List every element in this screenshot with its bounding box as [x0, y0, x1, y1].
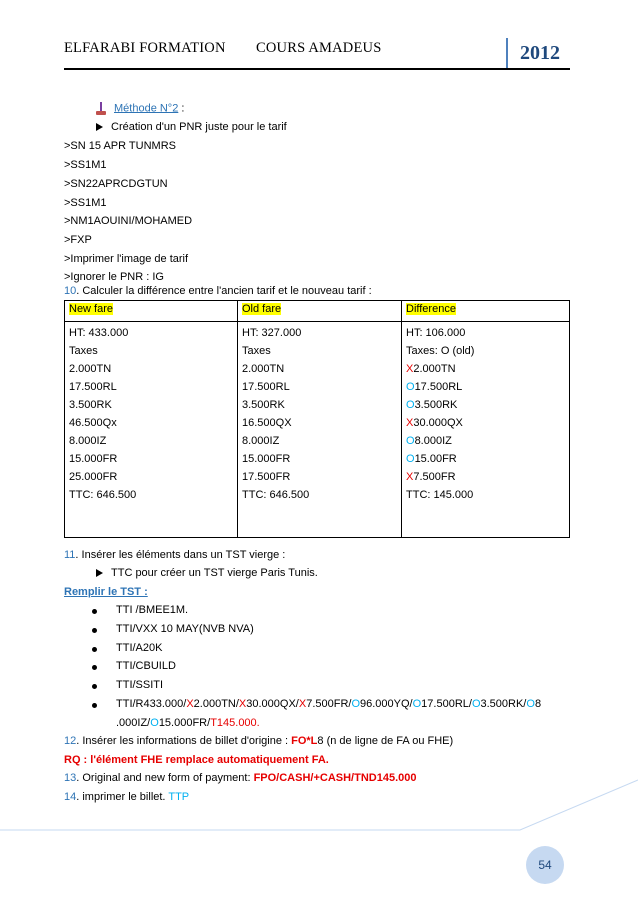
diff-prefix-x: X — [406, 363, 414, 375]
diff-text: 30.000QX — [413, 417, 463, 429]
command-line: >SN 15 APR TUNMRS — [64, 140, 176, 152]
diff-text: 3.500RK — [414, 399, 458, 411]
tti-list-item: TTI/A20K — [116, 642, 163, 654]
tti-o-marker: O — [412, 698, 422, 710]
header-org: ELFARABI FORMATION — [64, 40, 226, 56]
tti-segment: 7.500FR/ — [306, 698, 352, 710]
fare-line: Taxes — [242, 345, 271, 357]
tti-fare-line — [116, 698, 541, 710]
diff-prefix-x: X — [406, 417, 414, 429]
step-10 — [64, 285, 372, 297]
table-row — [65, 322, 570, 538]
step-number: 13 — [64, 772, 77, 784]
fare-line — [406, 396, 565, 414]
diff-text: 17.500RL — [414, 381, 463, 393]
ttc-line — [96, 567, 318, 579]
diff-text: 2.000TN — [413, 363, 456, 375]
fare-line: TTC: 646.500 — [69, 489, 137, 501]
methode-heading — [96, 102, 184, 115]
tti-o-marker: O — [351, 698, 361, 710]
fare-line — [406, 432, 565, 450]
header-new-fare: New fare — [69, 303, 114, 315]
tti-list-item: TTI/CBUILD — [116, 660, 176, 672]
bullet-dot-icon — [92, 665, 97, 670]
fare-line: HT: 433.000 — [69, 327, 129, 339]
fare-line: 17.500FR — [242, 471, 291, 483]
step-14 — [64, 791, 189, 803]
step-text: . Insérer les informations de billet d'origine : — [76, 735, 292, 747]
fare-line — [406, 450, 565, 468]
tti-segment: 3.500RK/ — [480, 698, 527, 710]
bullet-dot-icon — [92, 609, 97, 614]
table-header-cell — [238, 301, 402, 322]
tti-x-marker: X — [186, 698, 194, 710]
step-code: FO*L — [291, 735, 318, 747]
fare-line: 17.500RL — [69, 381, 117, 393]
arrow-bullet-icon — [96, 569, 103, 577]
step-text: . Insérer les éléments dans un TST vierge : — [75, 549, 286, 561]
step-text: . Calculer la différence entre l'ancien tarif et le nouveau tarif : — [76, 285, 372, 297]
bullet-dot-icon — [92, 684, 97, 689]
tti-x-marker: X — [298, 698, 307, 710]
tti-segment: 17.500RL/ — [421, 698, 472, 710]
step-number: 10 — [64, 285, 77, 297]
rq-note: RQ : l'élément FHE remplace automatiquement FA. — [64, 754, 329, 766]
diff-prefix-o: O — [406, 453, 415, 465]
fare-line: 3.500RK — [242, 399, 285, 411]
step-code: FPO/CASH/+CASH/TND145.000 — [253, 772, 417, 784]
tti-list-item: TTI /BMEE1M. — [116, 604, 189, 616]
fare-line — [406, 324, 565, 342]
command-line: >NM1AOUINI/MOHAMED — [64, 215, 193, 227]
fare-line: 8.000IZ — [69, 435, 107, 447]
diff-text: 8.000IZ — [414, 435, 452, 447]
fare-line: HT: 327.000 — [242, 327, 302, 339]
step-number: 11 — [64, 549, 76, 561]
methode-label: Méthode N°2 — [114, 102, 179, 115]
fare-line — [406, 414, 565, 432]
diff-prefix-x: X — [406, 471, 414, 483]
table-header-cell — [65, 301, 238, 322]
command-line: >SS1M1 — [64, 197, 107, 209]
tti-list-item: TTI/VXX 10 MAY(NVB NVA) — [116, 623, 254, 635]
tti-segment: TTI/R433.000/ — [116, 698, 187, 710]
fare-line: 16.500QX — [242, 417, 292, 429]
bullet-dot-icon — [92, 628, 97, 633]
tti-x-marker: X — [238, 698, 247, 710]
tti-list-item: TTI/SSITI — [116, 679, 164, 691]
bullet-dot-icon — [92, 703, 97, 708]
header-year: 2012 — [506, 38, 572, 68]
tti-fare-line-continued — [116, 717, 260, 729]
table-header-row — [65, 301, 570, 322]
fare-line: 17.500RL — [242, 381, 290, 393]
diff-text: Taxes: O (old) — [406, 345, 475, 357]
page-header — [64, 38, 570, 72]
remplir-heading: Remplir le TST : — [64, 586, 148, 598]
difference-cell — [402, 322, 570, 538]
diff-text: HT: 106.000 — [406, 327, 466, 339]
tti-segment: 96.000YQ/ — [360, 698, 413, 710]
creation-line — [96, 121, 287, 133]
header-old-fare: Old fare — [242, 303, 282, 315]
step-code: TTP — [168, 791, 190, 803]
command-line: >Imprimer l'image de tarif — [64, 253, 189, 265]
command-line: >Ignorer le PNR : IG — [64, 271, 164, 283]
diff-text: 15.00FR — [414, 453, 457, 465]
tti-total: T145.000. — [210, 717, 260, 729]
step-number: 14 — [64, 791, 77, 803]
old-fare-cell — [238, 322, 402, 538]
fare-line — [406, 378, 565, 396]
fare-line — [406, 468, 565, 486]
tti-segment: 8 — [534, 698, 542, 710]
tti-o-marker: O — [471, 698, 481, 710]
step-text: . imprimer le billet. — [76, 791, 169, 803]
header-difference: Difference — [406, 303, 456, 315]
command-line: >SN22APRCDGTUN — [64, 178, 168, 190]
fare-line: Taxes — [69, 345, 98, 357]
tti-segment: .000IZ/ — [116, 717, 151, 729]
diff-text: TTC: 145.000 — [406, 489, 474, 501]
fare-line — [406, 360, 565, 378]
fare-line: 46.500Qx — [69, 417, 117, 429]
header-rule — [64, 68, 570, 70]
header-course: COURS AMADEUS — [256, 40, 382, 56]
diff-prefix-o: O — [406, 435, 415, 447]
fare-line: 2.000TN — [69, 363, 112, 375]
fare-line: 25.000FR — [69, 471, 118, 483]
step-text: . Original and new form of payment: — [76, 772, 254, 784]
fare-line: TTC: 646.500 — [242, 489, 310, 501]
pin-icon — [96, 102, 106, 115]
creation-text: Création d'un PNR juste pour le tarif — [111, 121, 287, 133]
fare-line — [406, 486, 565, 504]
step-11 — [64, 549, 285, 561]
tti-o-marker: O — [150, 717, 159, 729]
tti-segment: 2.000TN/ — [193, 698, 239, 710]
tti-segment: 15.000FR/ — [158, 717, 211, 729]
ttc-text: TTC pour créer un TST vierge Paris Tunis. — [111, 567, 318, 579]
bullet-dot-icon — [92, 647, 97, 652]
fare-line: 15.000FR — [69, 453, 118, 465]
command-line: >FXP — [64, 234, 92, 246]
table-header-cell — [402, 301, 570, 322]
new-fare-cell — [65, 322, 238, 538]
fare-line — [406, 342, 565, 360]
diff-prefix-o: O — [406, 381, 415, 393]
arrow-bullet-icon — [96, 123, 103, 131]
methode-suffix: : — [178, 102, 185, 115]
page-number: 54 — [526, 846, 564, 884]
step-number: 12 — [64, 735, 77, 747]
step-13 — [64, 772, 416, 784]
step-12 — [64, 735, 453, 747]
fare-line: 15.000FR — [242, 453, 291, 465]
fare-line: 3.500RK — [69, 399, 112, 411]
fare-comparison-table — [64, 300, 570, 538]
command-line: >SS1M1 — [64, 159, 107, 171]
step-text-rest: 8 (n de ligne de FA ou FHE) — [317, 735, 454, 747]
tti-o-marker: O — [526, 698, 535, 710]
fare-line: 8.000IZ — [242, 435, 280, 447]
fare-line: 2.000TN — [242, 363, 285, 375]
diff-text: 7.500FR — [413, 471, 456, 483]
tti-segment: 30.000QX/ — [246, 698, 299, 710]
diff-prefix-o: O — [406, 399, 415, 411]
